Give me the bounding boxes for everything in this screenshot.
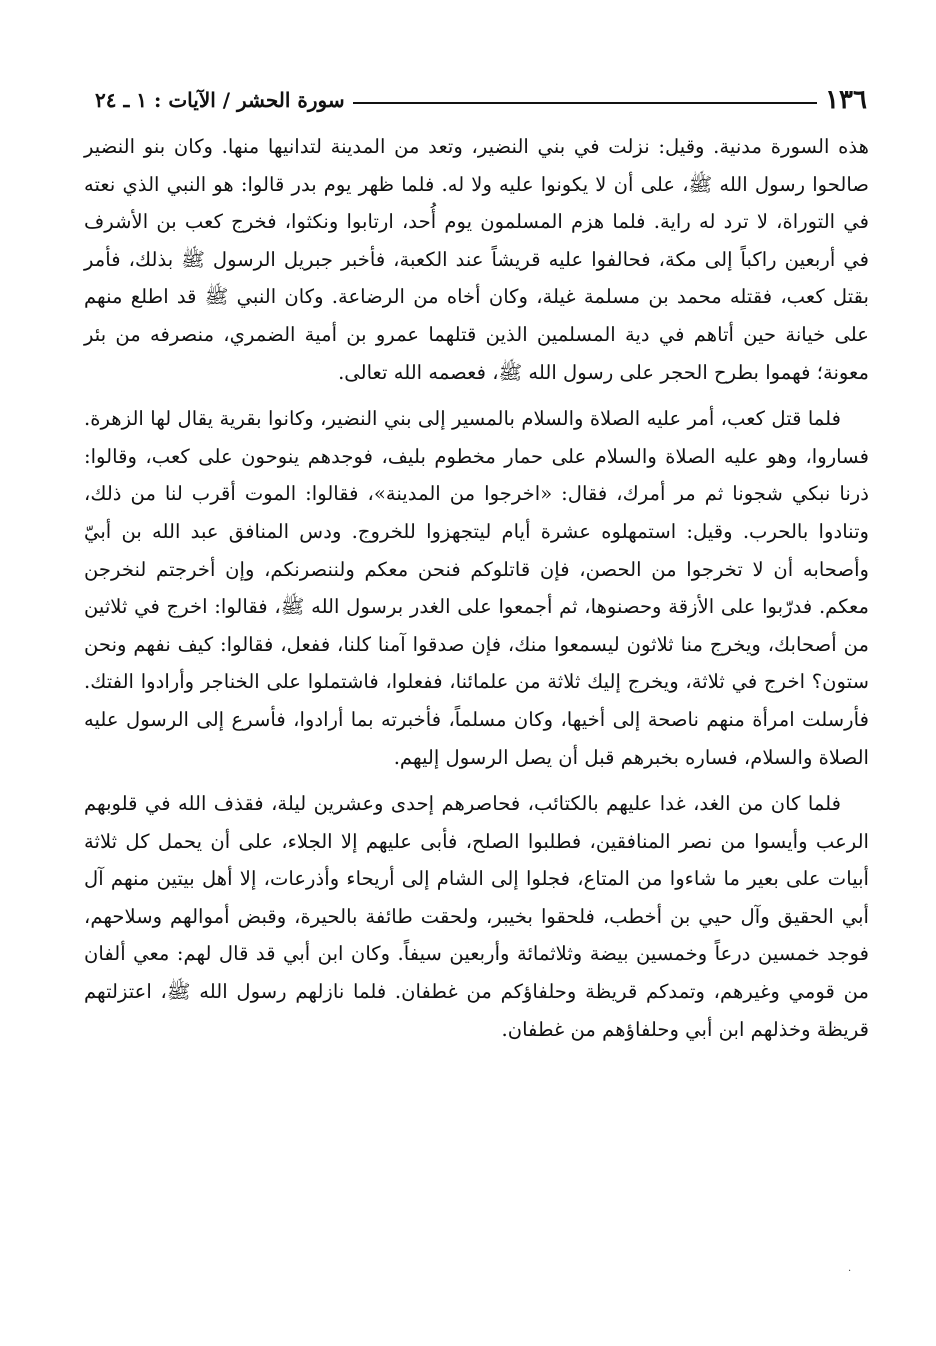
- body-text: [84, 128, 869, 1048]
- header-rule: [353, 88, 817, 104]
- paragraph-3: فلما كان من الغد، غدا عليهم بالكتائب، فحاصرهم إحدى وعشرين ليلة، فقذف الله في قلوبهم الرعب وأيسوا من نصر المنافقين، فطلبوا الصلح، فأبى عليهم إلا الجلاء، على أن يحمل كل ثلاثة أبيات على بعير ما شاءوا من المتاع، فجلوا إلى الشام إلى أريحاء وأذرعات، إلا أهل بيتين منهم آل أبي الحقيق وآل حيي بن أخطب، فلحقوا بخيبر، ولحقت طائفة بالحيرة، وقبض أموالهم وسلاحهم، فوجد خمسين درعاً وخمسين بيضة وثلاثمائة وأربعين سيفاً. وكان ابن أبي قد قال لهم: معي ألفان من قومي وغيرهم، وتمدكم قريظة وحلفاؤكم من غطفان. فلما نازلهم رسول الله ﷺ، اعتزلتهم قريظة وخذلهم ابن أبي وحلفاؤهم من غطفان.: [84, 792, 869, 1041]
- paragraph-2: فلما قتل كعب، أمر عليه الصلاة والسلام بالمسير إلى بني النضير، وكانوا بقرية يقال لها الزهرة. فساروا، وهو عليه الصلاة والسلام على حمار مخطوم بليف، فوجدهم ينوحون على كعب، وقالوا: ذرنا نبكي شجونا ثم مر أمرك، فقال: «اخرجوا من المدينة»، فقالوا: الموت أقرب لنا من ذلك، وتنادوا بالحرب. وقيل: استمهلوه عشرة أيام ليتجهزوا للخروج. ودس المنافق عبد الله بن أبيّ وأصحابه أن لا تخرجوا من الحصن، فإن قاتلوكم فنحن معكم ولننصرنكم، وإن أخرجتم لنخرجن معكم. فدرّبوا على الأزقة وحصنوها، ثم أجمعوا على الغدر برسول الله ﷺ، فقالوا: اخرج في ثلاثين من أصحابك، ويخرج منا ثلاثون ليسمعوا منك، فإن صدقوا آمنا كلنا، ففعل، فقالوا: كيف نفهم ونحن ستون؟ اخرج في ثلاثة، ويخرج إليك ثلاثة من علمائنا، ففعلوا، فاشتملوا على الخناجر وأرادوا الفتك. فأرسلت امرأة منهم ناصحة إلى أخيها، وكان مسلماً، فأخبرته بما أرادوا، فأسرع إلى الرسول عليه الصلاة والسلام، فساره بخبرهم قبل أن يصل الرسول إليهم.: [84, 407, 869, 769]
- running-title: سورة الحشر / الآيات : ١ ـ ٢٤: [95, 88, 345, 112]
- stray-mark: ·: [848, 1266, 852, 1277]
- paragraph-gap: [84, 391, 869, 400]
- paragraph-gap: [84, 776, 869, 785]
- page-number: ١٣٦: [825, 85, 867, 115]
- paragraph-1: هذه السورة مدنية. وقيل: نزلت في بني النضير، وتعد من المدينة لتدانيها منها. وكان بنو النضير صالحوا رسول الله ﷺ، على أن لا يكونوا عليه ولا له. فلما ظهر يوم بدر قالوا: هو النبي الذي نعته في التوراة، لا ترد له راية. فلما هزم المسلمون يوم أُحد، ارتابوا ونكثوا، فخرج كعب بن الأشرف في أربعين راكباً إلى مكة، فحالفوا عليه قريشاً عند الكعبة، فأخبر جبريل الرسول ﷺ بذلك، فأمر بقتل كعب، فقتله محمد بن مسلمة غيلة، وكان أخاه من الرضاعة. وكان النبي ﷺ قد اطلع منهم على خيانة حين أتاهم في دية المسلمين الذين قتلهما عمرو بن أمية الضمري، منصرفه من بئر معونة؛ فهموا بطرح الحجر على رسول الله ﷺ، فعصمه الله تعالى.: [84, 135, 869, 384]
- page-header: [95, 82, 867, 118]
